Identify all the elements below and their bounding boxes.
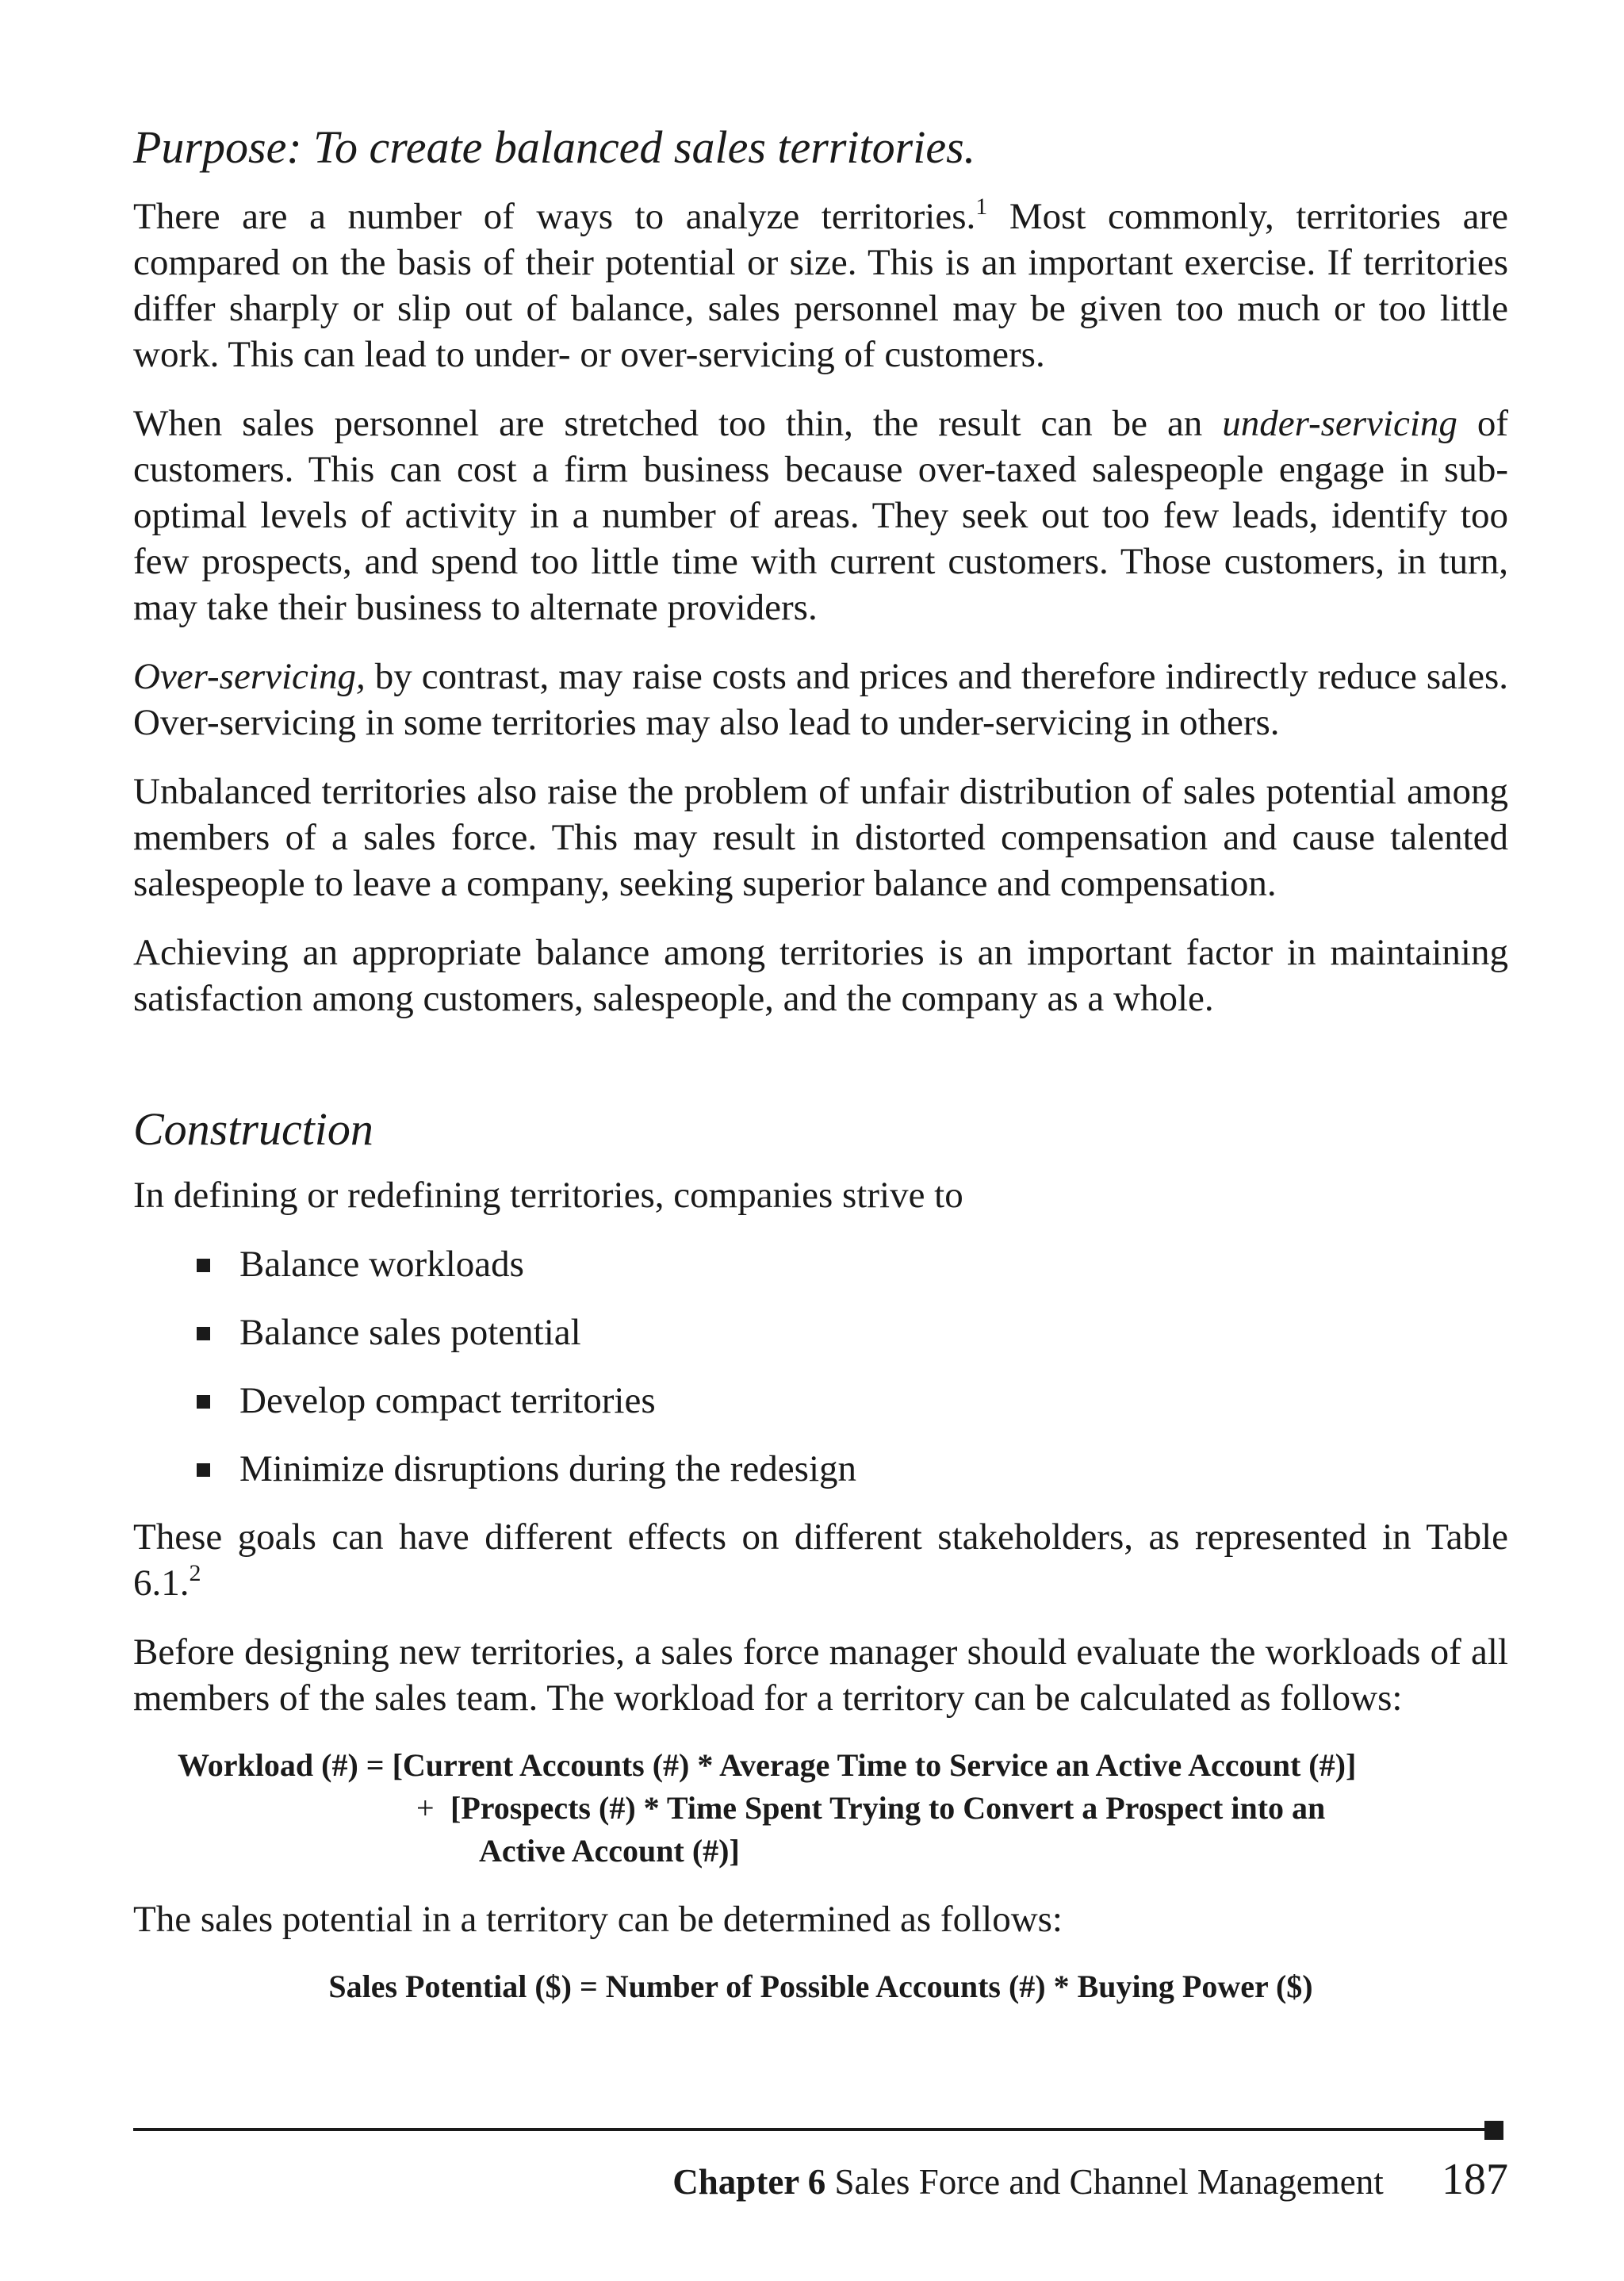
footer-rule-square-icon	[1484, 2121, 1503, 2140]
chapter-title: Sales Force and Channel Management	[834, 2162, 1384, 2202]
construction-intro: In defining or redefining territories, companies strive to	[133, 1175, 963, 1216]
paragraph-8: The sales potential in a territory can be determined as follows:	[133, 1899, 1063, 1940]
workload-formula-line-1: Workload (#) = [Current Accounts (#) * Average Time to Service an Active Account (#)]	[178, 1747, 1357, 1783]
footnote-ref-2: 2	[189, 1560, 201, 1586]
paragraph-7: Before designing new territories, a sales force manager should evaluate the workloads of all members of the sales team. The workload for a territory can be calculated as follows:	[133, 1631, 1508, 1719]
paragraph-2-emphasis: under-servicing	[1222, 403, 1457, 444]
goal-text: Balance workloads	[239, 1244, 524, 1285]
workload-formula-line-2: [Prospects (#) * Time Spent Trying to Convert a Prospect into an	[450, 1790, 1326, 1826]
goal-list	[133, 1241, 1508, 1492]
square-bullet-icon	[197, 1463, 210, 1477]
page-number: 187	[1442, 2155, 1508, 2204]
sales-potential-formula: Sales Potential ($) = Number of Possible Accounts (#) * Buying Power ($)	[328, 1969, 1313, 2004]
paragraph-3-rest: by contrast, may raise costs and prices and therefore indirectly reduce sales. Over-servicing in some territories may also lead to under-servicing in others.	[133, 656, 1508, 743]
goal-text: Develop compact territories	[239, 1380, 656, 1421]
paragraph-6-text: These goals can have different effects on different stakeholders, as represented in Table 6.1.	[133, 1516, 1508, 1604]
chapter-label: Chapter 6	[672, 2162, 826, 2202]
page-footer	[672, 2156, 1508, 2206]
square-bullet-icon	[197, 1327, 210, 1340]
paragraph-3	[133, 654, 1508, 746]
workload-formula-line-3: Active Account (#)]	[479, 1833, 740, 1869]
paragraph-2-start: When sales personnel are stretched too thin, the result can be an	[133, 403, 1223, 444]
footer-rule	[133, 2128, 1494, 2131]
paragraph-3-emphasis: Over-servicing,	[133, 656, 366, 697]
workload-formula-plus: +	[416, 1790, 435, 1826]
list-item	[133, 1446, 1508, 1492]
list-item	[133, 1241, 1508, 1287]
paragraph-1-rest: Most commonly, territories are compared on the basis of their potential or size. This is an important exercise. If territories differ sharply or slip out of balance, sales personnel may be given too much or too little work. This can lead to under- or over-servicing of customers.	[133, 196, 1508, 375]
paragraph-1-text: There are a number of ways to analyze territories.	[133, 196, 976, 237]
construction-heading: Construction	[133, 1103, 373, 1155]
square-bullet-icon	[197, 1395, 210, 1409]
list-item	[133, 1309, 1508, 1355]
square-bullet-icon	[197, 1259, 210, 1272]
workload-formula	[133, 1744, 1508, 1873]
list-item	[133, 1378, 1508, 1424]
paragraph-1	[133, 194, 1508, 378]
paragraph-4: Unbalanced territories also raise the problem of unfair distribution of sales potential among members of a sales force. This may result in distorted compensation and cause talented salespeople to leave a company, seeking superior balance and compensation.	[133, 771, 1508, 904]
page-content	[133, 119, 1508, 2008]
paragraph-5: Achieving an appropriate balance among territories is an important factor in maintaining satisfaction among customers, salespeople, and the company as a whole.	[133, 932, 1508, 1019]
paragraph-2	[133, 401, 1508, 631]
footnote-ref-1: 1	[975, 194, 988, 220]
goal-text: Minimize disruptions during the redesign	[239, 1448, 857, 1489]
paragraph-2-rest: of customers. This can cost a firm business because over-taxed salespeople engage in sub-optimal levels of activity in a number of areas. They seek out too few leads, identify too few prospects, and spend too little time with current customers. Those customers, in turn, may take their business to alternate providers.	[133, 403, 1508, 628]
purpose-heading: Purpose: To create balanced sales territories.	[133, 121, 976, 173]
goal-text: Balance sales potential	[239, 1312, 581, 1353]
paragraph-6	[133, 1514, 1508, 1606]
